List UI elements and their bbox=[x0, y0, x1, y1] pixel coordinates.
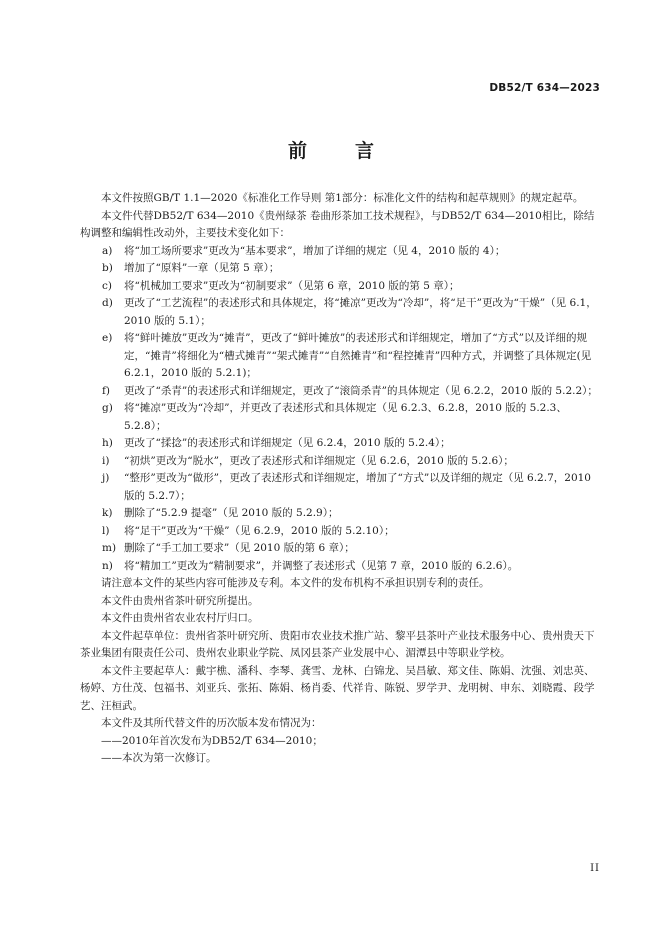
list-text: 更改了“杀青”的表述形式和详细规定，更改了“滚筒杀青”的具体规定（见 6.2.2，2010 版的 5.2.2）； bbox=[124, 384, 598, 397]
list-label: m) bbox=[102, 542, 117, 554]
title-char-1: 前 bbox=[287, 140, 307, 162]
list-item bbox=[80, 505, 600, 523]
intro-paragraph: 本文件按照GB/T 1.1—2020《标准化工作导则 第1部分：标准化文件的结构和起草规则》的规定起草。 bbox=[101, 192, 584, 204]
list-text: 删除了“5.2.9 提毫”（见 2010 版的 5.2.9）； bbox=[124, 507, 339, 519]
list-item bbox=[80, 383, 600, 401]
list-label: n) bbox=[102, 559, 113, 572]
list-item bbox=[80, 278, 600, 296]
list-label: j) bbox=[102, 472, 110, 484]
page-number: II bbox=[590, 863, 600, 874]
change-list bbox=[80, 243, 600, 576]
list-text: 将“加工场所要求”更改为“基本要求”，增加了详细的规定（见 4，2010 版的 4）； bbox=[124, 244, 506, 257]
list-label: f) bbox=[102, 384, 110, 397]
list-text: 将“精加工”更改为“精制要求”，并调整了表述形式（见第 7 章，2010 版的 6.2.6）。 bbox=[124, 559, 519, 572]
title-char-2: 言 bbox=[355, 140, 375, 162]
list-text: 将“足干”更改为“干燥”（见 6.2.9，2010 版的 5.2.10）； bbox=[124, 524, 395, 537]
list-text: 更改了“揉捻”的表述形式和详细规定（见 6.2.4，2010 版的 5.2.4）； bbox=[124, 437, 451, 449]
list-item bbox=[80, 330, 600, 383]
list-label: k) bbox=[102, 507, 113, 519]
page-title bbox=[0, 136, 662, 163]
version-history-item: ——本次为第一次修订。 bbox=[101, 752, 217, 764]
list-label: c) bbox=[102, 279, 112, 292]
list-text: 删除了“手工加工要求”（见 2010 版的第 6 章）； bbox=[124, 542, 355, 554]
patent-notice: 请注意本文件的某些内容可能涉及专利。本文件的发布机构不承担识别专利的责任。 bbox=[101, 577, 490, 589]
list-item bbox=[80, 435, 600, 453]
list-text: 更改了“工艺流程”的表述形式和具体规定，将“摊凉”更改为“冷却”，将“足干”更改为“干燥”（见 6.1，2010 版的 5.1）； bbox=[124, 297, 597, 327]
drafting-units: 本文件起草单位：贵州省茶叶研究所、贵阳市农业技术推广站、黎平县茶叶产业技术服务中心、贵州贵天下茶业集团有限责任公司、贵州农业职业学院、凤冈县茶产业发展中心、湄潭县中等职业学校。 bbox=[80, 629, 595, 659]
list-item bbox=[80, 540, 600, 558]
list-label: g) bbox=[102, 402, 113, 414]
list-label: i) bbox=[102, 454, 110, 467]
version-history-item: ——2010年首次发布为DB52/T 634—2010； bbox=[101, 734, 323, 747]
centralizing-statement: 本文件由贵州省农业农村厅归口。 bbox=[101, 612, 259, 624]
list-text: 将“摊凉”更改为“冷却”，并更改了表述形式和具体规定（见 6.2.3、6.2.8，2010 版的 5.2.3、5.2.8）； bbox=[124, 402, 567, 432]
list-item bbox=[80, 523, 600, 541]
list-label: b) bbox=[102, 262, 113, 274]
list-item bbox=[80, 470, 600, 505]
version-history-intro: 本文件及其所代替文件的历次版本发布情况为： bbox=[101, 717, 322, 729]
list-label: e) bbox=[102, 332, 113, 344]
list-text: 将“鲜叶摊放”更改为“摊青”，更改了“鲜叶摊放”的表述形式和详细规定，增加了“方式”以及详细的规定，“摊青”将细化为“槽式摊青”“架式摊青”“自然摊青”和“程控摊青”四种方式，并调整了具体规定(见 6.2.1，2010 版的 5.2.1)； bbox=[124, 332, 592, 379]
list-text: 增加了“原料”一章（见第 5 章）； bbox=[124, 262, 280, 274]
list-item bbox=[80, 260, 600, 278]
list-text: “整形”更改为“做形”，更改了表述形式和详细规定，增加了“方式”以及详细的规定（见 6.2.7，2010 版的 5.2.7）； bbox=[124, 472, 591, 502]
drafters: 本文件主要起草人：戴宇樵、潘科、李琴、龚雪、龙林、白锦龙、吴昌敏、郑文佳、陈娟、沈强、刘忠英、杨婷、方仕茂、包福书、刘亚兵、张拓、陈娟、杨肖委、代祥肯、陈锐、罗学尹、龙明树、申东、刘晓霞、段学艺、汪桓武。 bbox=[80, 664, 595, 712]
list-text: 将“机械加工要求”更改为“初制要求”（见第 6 章，2010 版的第 5 章）； bbox=[124, 279, 460, 292]
foreword-body bbox=[80, 190, 600, 768]
list-text: “初烘”更改为“脱水”，更改了表述形式和详细规定（见 6.2.6，2010 版的 5.2.6）； bbox=[124, 454, 514, 467]
list-label: a) bbox=[102, 244, 113, 257]
list-label: h) bbox=[102, 437, 113, 449]
intro-paragraph: 本文件代替DB52/T 634—2010《贵州绿茶 卷曲形茶加工技术规程》，与DB52/T 634—2010相比，除结构调整和编辑性改动外，主要技术变化如下： bbox=[80, 209, 595, 239]
list-item bbox=[80, 558, 600, 576]
list-item bbox=[80, 295, 600, 330]
proposer-statement: 本文件由贵州省茶叶研究所提出。 bbox=[101, 594, 259, 607]
list-label: d) bbox=[102, 297, 113, 309]
document-code: DB52/T 634—2023 bbox=[489, 82, 600, 94]
list-item bbox=[80, 243, 600, 261]
list-label: l) bbox=[102, 524, 110, 537]
list-item bbox=[80, 453, 600, 471]
list-item bbox=[80, 400, 600, 435]
